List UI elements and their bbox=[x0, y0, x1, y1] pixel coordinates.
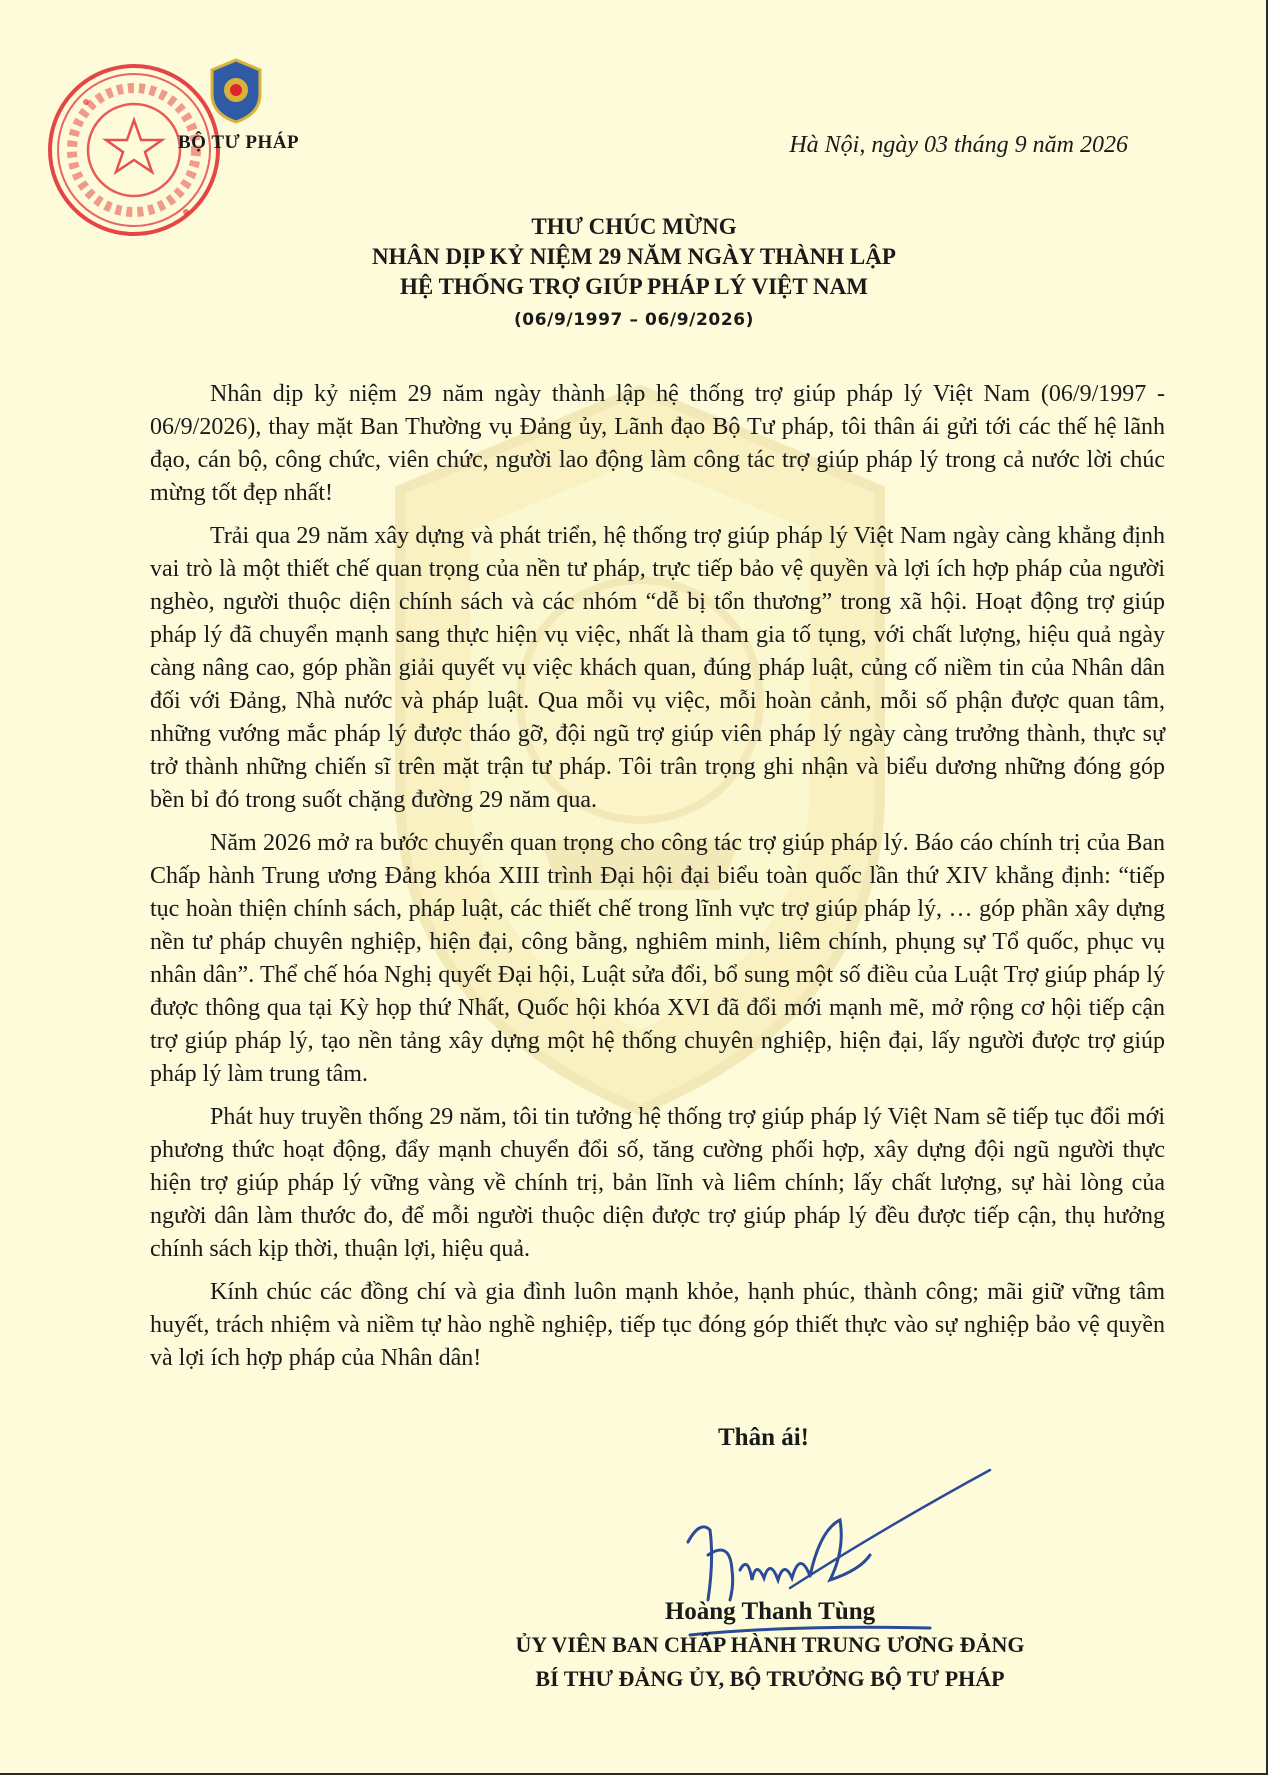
signer-block bbox=[0, 1596, 1280, 1696]
place-date: Hà Nội, ngày 03 tháng 9 năm 2026 bbox=[789, 132, 1128, 158]
organization-name: BỘ TƯ PHÁP bbox=[178, 132, 300, 153]
letter-body bbox=[150, 378, 1165, 1385]
paragraph: Kính chúc các đồng chí và gia đình luôn mạnh khỏe, hạnh phúc, thành công; mãi giữ vững tâm huyết, trách nhiệm và niềm tự hào nghề nghiệp, tiếp tục đóng góp thiết thực vào sự nghiệp bảo vệ quyền và lợi ích hợp pháp của Nhân dân! bbox=[150, 1279, 1165, 1371]
title-period: (06/9/1997 – 06/9/2026) bbox=[513, 310, 755, 330]
signer-role-1: ỦY VIÊN BAN CHẤP HÀNH TRUNG ƯƠNG ĐẢNG bbox=[515, 1632, 1025, 1657]
title-line-1: THƯ CHÚC MỪNG bbox=[531, 214, 737, 239]
title-line-3: HỆ THỐNG TRỢ GIÚP PHÁP LÝ VIỆT NAM bbox=[400, 274, 868, 299]
paragraph: Nhân dịp kỷ niệm 29 năm ngày thành lập hệ thống trợ giúp pháp lý Việt Nam (06/9/1997 - 06/9/2026), thay mặt Ban Thường vụ Đảng ủy, Lãnh đạo Bộ Tư pháp, tôi thân ái gửi tới các thế hệ lãnh đạo, cán bộ, công chức, viên chức, người lao động làm công tác trợ giúp pháp lý trong cả nước lời chúc mừng tốt đẹp nhất! bbox=[150, 381, 1165, 506]
ministry-logo-icon bbox=[210, 58, 262, 124]
paragraph: Năm 2026 mở ra bước chuyển quan trọng cho công tác trợ giúp pháp lý. Báo cáo chính trị của Ban Chấp hành Trung ương Đảng khóa XIII trình Đại hội đại biểu toàn quốc lần thứ XIV khẳng định: “tiếp tục hoàn thiện chính sách, pháp luật, các thiết chế trong lĩnh vực trợ giúp pháp lý, … góp phần xây dựng nền tư pháp chuyên nghiệp, hiện đại, công bằng, nghiêm minh, liêm chính, phụng sự Tổ quốc, phục vụ nhân dân”. Thể chế hóa Nghị quyết Đại hội, Luật sửa đổi, bổ sung một số điều của Luật Trợ giúp pháp lý được thông qua tại Kỳ họp thứ Nhất, Quốc hội khóa XVI đã đổi mới mạnh mẽ, mở rộng cơ hội tiếp cận trợ giúp pháp lý, tạo nền tảng xây dựng một hệ thống chuyên nghiệp, hiện đại, lấy người được trợ giúp pháp lý làm trung tâm. bbox=[150, 830, 1165, 1087]
signer-role-2: BÍ THƯ ĐẢNG ỦY, BỘ TRƯỞNG BỘ TƯ PHÁP bbox=[535, 1666, 1005, 1691]
letter-title-block bbox=[0, 212, 1268, 330]
title-line-2: NHÂN DỊP KỶ NIỆM 29 NĂM NGÀY THÀNH LẬP bbox=[372, 244, 896, 269]
paragraph: Phát huy truyền thống 29 năm, tôi tin tưởng hệ thống trợ giúp pháp lý Việt Nam sẽ tiếp tục đổi mới phương thức hoạt động, đẩy mạnh chuyển đổi số, tăng cường phối hợp, xây dựng đội ngũ người thực hiện trợ giúp pháp lý vững vàng về chính trị, bản lĩnh và liêm chính; lấy chất lượng, sự hài lòng của người dân làm thước đo, để mỗi người thuộc diện được trợ giúp pháp lý đều được tiếp cận, thụ hưởng chính sách kịp thời, thuận lợi, hiệu quả. bbox=[150, 1104, 1165, 1262]
closing-greeting: Thân ái! bbox=[718, 1424, 810, 1451]
signer-name: Hoàng Thanh Tùng bbox=[664, 1598, 876, 1625]
paragraph: Trải qua 29 năm xây dựng và phát triển, hệ thống trợ giúp pháp lý Việt Nam ngày càng khẳng định vai trò là một thiết chế quan trọng của nền tư pháp, trực tiếp bảo vệ quyền và lợi ích hợp pháp của người nghèo, người thuộc diện chính sách và các nhóm “dễ bị tổn thương” trong xã hội. Hoạt động trợ giúp pháp lý đã chuyển mạnh sang thực hiện vụ việc, nhất là tham gia tố tụng, với chất lượng, hiệu quả ngày càng nâng cao, góp phần giải quyết vụ việc khách quan, đúng pháp luật, củng cố niềm tin của Nhân dân đối với Đảng, Nhà nước và pháp luật. Qua mỗi vụ việc, mỗi hoàn cảnh, mỗi số phận được quan tâm, những vướng mắc pháp lý được tháo gỡ, đội ngũ trợ giúp viên pháp lý ngày càng trưởng thành, thực sự trở thành những chiến sĩ trên mặt trận tư pháp. Tôi trân trọng ghi nhận và biểu dương những đóng góp bền bỉ đó trong suốt chặng đường 29 năm qua. bbox=[150, 523, 1165, 813]
